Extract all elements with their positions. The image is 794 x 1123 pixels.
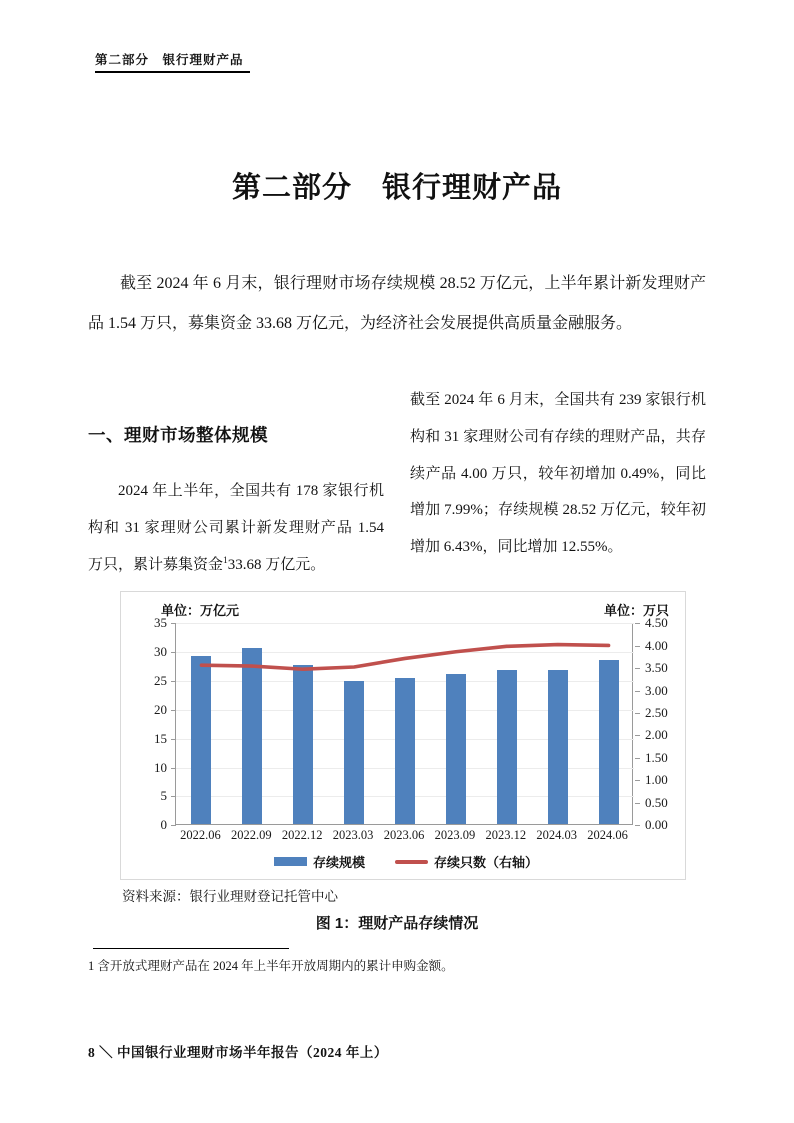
trend-line-layer	[176, 623, 634, 825]
x-axis-tick-label: 2023.06	[383, 828, 425, 843]
plot-area	[154, 615, 668, 833]
y-axis-right-tick-label: 4.00	[645, 637, 668, 653]
y-axis-left-tick-label: 35	[154, 615, 167, 631]
y-axis-left-tick-label: 25	[154, 672, 167, 688]
source-note: 资料来源：银行业理财登记托管中心	[122, 889, 338, 905]
y-axis-right-tick-label: 0.50	[645, 794, 668, 810]
legend-bar-swatch	[274, 857, 307, 866]
y-axis-right-tick-label: 0.00	[645, 817, 668, 833]
left-tick-mark	[171, 825, 176, 826]
y-axis-right-tick-label: 3.50	[645, 660, 668, 676]
x-axis-tick-label: 2023.03	[332, 828, 374, 843]
chart	[120, 591, 686, 880]
y-axis-left-tick-label: 0	[160, 817, 167, 833]
right-paragraph: 截至 2024 年 6 月末，全国共有 239 家银行机构和 31 家理财公司有存续的理财产品，共存续产品 4.00 万只，较年初增加 0.49%，同比增加 7.99%；存续规模 28.52 万亿元，较年初增加 6.43%，同比增加 12.55%。	[410, 392, 706, 555]
figure-caption: 图 1：理财产品存续情况	[315, 915, 479, 933]
left-paragraph	[88, 473, 384, 583]
y-axis-right-tick-label: 3.00	[645, 682, 668, 698]
right-tick-mark	[635, 623, 640, 624]
left-axis-title: 单位：万亿元	[161, 603, 240, 619]
section-heading: 一、理财市场整体规模	[88, 425, 268, 445]
y-axis-left-tick-label: 5	[160, 788, 167, 804]
chart-units-row	[161, 600, 669, 619]
x-axis-tick-label: 2023.09	[434, 828, 476, 843]
left-paragraph-text: 2024 年上半年，全国共有 178 家银行机构和 31 家理财公司累计新发理财产品 1.54 万只，累计募集资金	[88, 483, 384, 573]
chart-legend	[127, 852, 685, 871]
plot-row	[154, 615, 685, 833]
right-axis-title: 单位：万只	[603, 603, 669, 619]
legend-item	[274, 852, 365, 871]
left-paragraph-text-after: 33.68 万亿元。	[227, 556, 326, 573]
running-header-text: 第二部分 银行理财产品	[95, 50, 250, 73]
x-axis-tick-label: 2022.09	[231, 828, 272, 843]
right-tick-mark	[635, 758, 640, 759]
right-tick-mark	[635, 668, 640, 669]
y-axis-left-tick-label: 30	[154, 644, 167, 660]
y-axis-left-tick-label: 20	[154, 701, 167, 717]
x-axis-tick-label: 2022.12	[281, 828, 323, 843]
y-axis-right-tick-label: 1.00	[645, 772, 668, 788]
trend-line	[201, 645, 608, 670]
footnote-separator	[93, 948, 289, 949]
y-axis-left-tick-label: 10	[154, 759, 167, 775]
page-title: 第二部分 银行理财产品	[231, 172, 562, 204]
left-column	[88, 382, 384, 583]
footnote: 1 含开放式理财产品在 2024 年上半年开放周期内的累计申购金额。	[88, 959, 454, 974]
x-axis-tick-label: 2024.03	[536, 828, 577, 843]
right-tick-mark	[635, 691, 640, 692]
two-column-section	[88, 382, 706, 583]
legend-line-swatch	[395, 860, 428, 864]
right-tick-mark	[635, 713, 640, 714]
x-axis-tick-label: 2022.06	[180, 828, 221, 843]
y-axis-right-tick-label: 2.00	[645, 727, 668, 743]
y-axis-right-tick-label: 4.50	[645, 615, 668, 631]
running-header	[95, 50, 706, 73]
legend-label: 存续规模	[312, 855, 365, 871]
legend-item	[395, 852, 538, 871]
right-tick-mark	[635, 825, 640, 826]
legend-label: 存续只数（右轴）	[434, 855, 539, 871]
x-axis-tick-label: 2023.12	[485, 828, 527, 843]
right-tick-mark	[635, 780, 640, 781]
footnote-reference: 1	[223, 555, 228, 566]
right-column	[410, 382, 706, 583]
y-axis-right-tick-label: 2.50	[645, 705, 668, 721]
x-axis-labels	[175, 828, 633, 843]
page-footer: 8 ＼ 中国银行业理财市场半年报告（2024 年上）	[88, 1045, 388, 1060]
right-tick-mark	[635, 803, 640, 804]
right-tick-mark	[635, 735, 640, 736]
x-axis-tick-label: 2024.06	[587, 828, 628, 843]
y-axis-left-tick-label: 15	[154, 730, 167, 746]
right-tick-mark	[635, 646, 640, 647]
intro-paragraph: 截至 2024 年 6 月末，银行理财市场存续规模 28.52 万亿元，上半年累计新发理财产品 1.54 万只，募集资金 33.68 万亿元，为经济社会发展提供高质量金融服务。	[88, 275, 706, 332]
y-axis-right-tick-label: 1.50	[645, 749, 668, 765]
